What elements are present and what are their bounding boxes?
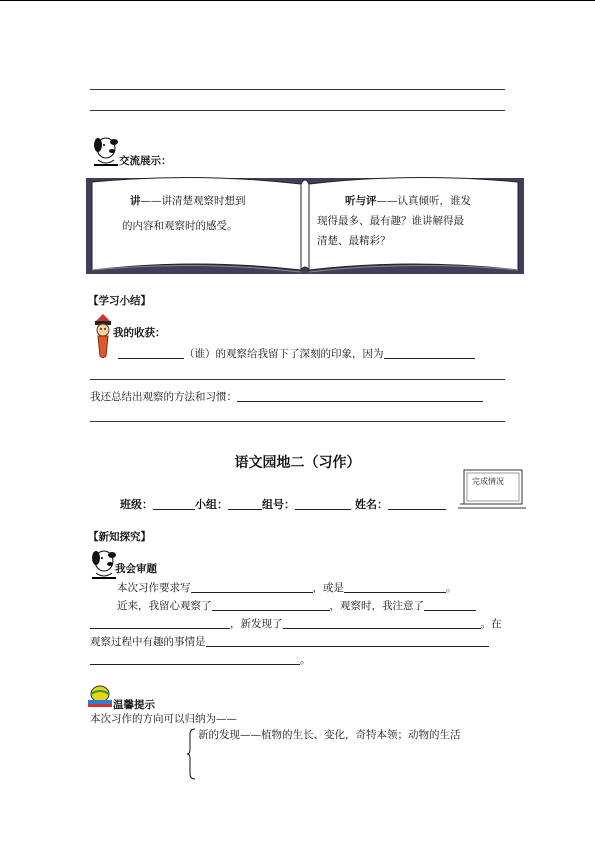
fill-blank-interesting[interactable] — [206, 635, 489, 647]
speak-label: 讲 — [130, 195, 141, 207]
group-label: 小组： — [195, 498, 228, 511]
review-line3 — [90, 617, 502, 631]
curly-brace — [186, 728, 196, 780]
review-line2 — [117, 599, 476, 613]
fill-blank-noticed[interactable] — [424, 599, 476, 611]
fill-blank-observed[interactable] — [212, 599, 330, 611]
review-text-found: ，新发现了 — [230, 618, 283, 630]
page-title: 语文园地二（习作） — [234, 455, 361, 471]
fill-blank-noticed-cont[interactable] — [90, 617, 230, 629]
name-label: 姓名： — [355, 498, 388, 511]
class-label: 班级： — [120, 498, 153, 511]
book-right-line3: 清楚、最精彩？ — [317, 235, 391, 247]
book-right-line1 — [345, 195, 471, 208]
tips-heading: 温馨提示 — [113, 699, 155, 711]
harvest-text1: （谁）的观察给我留下了深刻的印象，因为 — [184, 348, 384, 360]
name-field[interactable] — [388, 498, 446, 510]
page-top-border — [0, 0, 595, 1]
review-text-in: 。在 — [480, 618, 502, 630]
book-left-line2: 的内容和观察时的感受。 — [122, 220, 238, 232]
listen-text: ——认真倾听，谁发 — [376, 195, 471, 207]
pencil-boy-icon — [92, 312, 114, 358]
review-text-b: ，或是 — [312, 582, 344, 594]
snoopy-icon — [90, 134, 122, 168]
answer-line[interactable] — [90, 379, 505, 380]
colorful-hat-icon — [86, 684, 114, 710]
review-text-end: 。 — [300, 654, 311, 666]
tips-line1: 本次习作的方向可以归纳为—— — [90, 713, 237, 725]
review-text-c: 。 — [446, 582, 457, 594]
review-text-a: 本次习作要求写 — [117, 582, 191, 594]
book-left-page — [130, 195, 290, 208]
fill-blank-found[interactable] — [283, 617, 481, 629]
review-text-observed: 近来，我留心观察了 — [117, 600, 212, 612]
harvest-text2: 我还总结出观察的方法和习惯： — [90, 391, 237, 403]
fill-blank-method[interactable] — [237, 390, 483, 402]
number-field[interactable] — [295, 498, 351, 510]
tips-item1: 新的发现——植物的生长、变化，奇特本领；动物的生活 — [198, 729, 461, 741]
fill-blank-who[interactable] — [118, 347, 184, 359]
review-heading: 我会审题 — [115, 563, 157, 575]
exchange-heading: 交流展示： — [119, 155, 172, 167]
student-info-row — [120, 498, 446, 511]
review-line5 — [90, 653, 311, 667]
review-line4 — [90, 635, 489, 649]
fill-blank-topic2[interactable] — [344, 581, 446, 593]
answer-line[interactable] — [90, 89, 505, 90]
number-label: 组号： — [262, 498, 295, 511]
fill-blank-topic1[interactable] — [191, 581, 313, 593]
book-right-line2: 现得最多、最有趣？谁讲解得最 — [317, 215, 464, 227]
review-text-noticed: ，观察时，我注意了 — [329, 600, 424, 612]
review-line1 — [117, 581, 457, 595]
summary-heading: 【学习小结】 — [88, 295, 151, 307]
answer-line[interactable] — [90, 110, 505, 111]
speak-text: ——讲清楚观察时想到 — [140, 195, 246, 207]
harvest-line1 — [118, 347, 475, 361]
answer-line[interactable] — [90, 421, 505, 422]
fill-blank-reason[interactable] — [384, 347, 475, 359]
harvest-line2 — [90, 390, 483, 404]
review-text-interesting: 观察过程中有趣的事情是 — [90, 636, 206, 648]
listen-label: 听与评 — [345, 195, 377, 207]
explore-heading: 【新知探究】 — [88, 531, 151, 543]
fill-blank-interesting-cont[interactable] — [90, 653, 300, 665]
harvest-heading: 我的收获： — [113, 327, 166, 339]
class-field[interactable] — [153, 498, 195, 510]
stamp-text: 完成情况 — [472, 477, 504, 486]
group-field[interactable] — [228, 498, 262, 510]
